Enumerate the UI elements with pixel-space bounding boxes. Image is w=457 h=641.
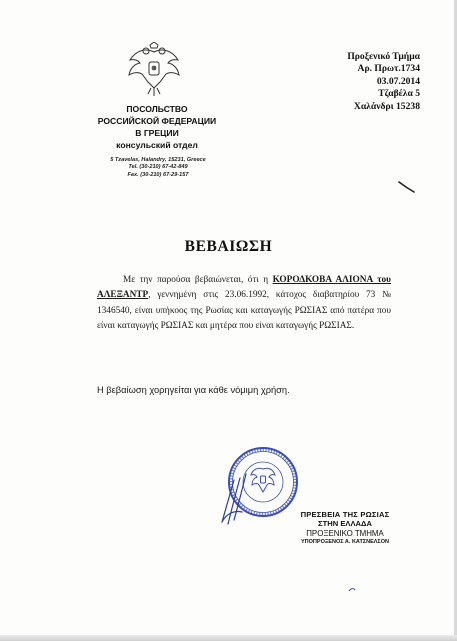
double-headed-eagle-emblem-icon	[124, 42, 184, 98]
embassy-name	[92, 103, 222, 151]
body-rest: , γεννημένη στις 23.06.1992, κάτοχος διαβατηρίου 73 № 1346540, είναι υπήκοος της Ρωσίας και καταγωγής ΡΩΣΙΑΣ από πατέρα που είναι καταγωγής ΡΩΣΙΑΣ και μητέρα που είναι καταγωγής ΡΩΣΙΑΣ.	[97, 290, 391, 332]
reference-date: 03.07.2014	[376, 75, 420, 87]
ink-dot-icon	[347, 585, 357, 595]
embassy-stamp	[280, 510, 410, 546]
closing-statement: Η βεβαίωση χορηγείται για κάθε νόμιμη χρήση.	[97, 385, 290, 395]
holder-name: ΚΟΡΟΔΚΟΒΑ ΑΛΙΟΝΑ του ΑΛΕΞΑΝΤΡ	[97, 275, 391, 301]
address-line: 5 Tzavelas, Halandry, 15231, Greece	[110, 157, 206, 163]
tel-line: Tel. (30-210) 67-42-849	[128, 164, 188, 171]
embassy-line: ПОСОЛЬСТВО	[126, 104, 188, 114]
pen-mark-icon	[398, 180, 416, 194]
stamp-line-country: ΣΤΗΝ ΕΛΛΑΔΑ	[318, 519, 372, 529]
protocol-number: Αρ. Πρωτ.1734	[357, 63, 420, 75]
stamp-line-embassy: ΠΡΕΣΒΕΙΑ ΤΗΣ ΡΩΣΙΑΣ	[300, 510, 390, 519]
stamp-line-vice-consul: ΥΠΟΠΡΟΞΕΝΟΣ Α. ΚΑΤΣΝΕΛΣΟΝ	[301, 539, 389, 546]
document-title: ΒΕΒΑΙΩΣΗ	[184, 238, 273, 255]
reference-street: Τζαβέλα 5	[378, 88, 420, 100]
certificate-body	[97, 273, 391, 335]
embassy-line: РОССИЙСКОЙ ФЕДЕРАЦИИ	[97, 116, 217, 126]
fax-line: Fax. (30-210) 67-29-157	[127, 171, 189, 178]
reference-block	[300, 51, 420, 113]
body-intro: Με την παρούσα βεβαιώνεται, ότι η	[123, 275, 273, 285]
scan-edge-bottom	[0, 635, 457, 641]
reference-city: Χαλάνδρι 15238	[353, 100, 420, 112]
embassy-line: В ГРЕЦИИ	[135, 128, 179, 138]
embassy-address	[92, 157, 224, 179]
embassy-line: консульский отдел	[116, 140, 198, 150]
reference-line: Προξενικό Τμήμα	[347, 51, 420, 62]
stamp-line-department: ΠΡΟΞΕΝΙΚΟ ΤΜΗΜΑ	[306, 528, 384, 538]
